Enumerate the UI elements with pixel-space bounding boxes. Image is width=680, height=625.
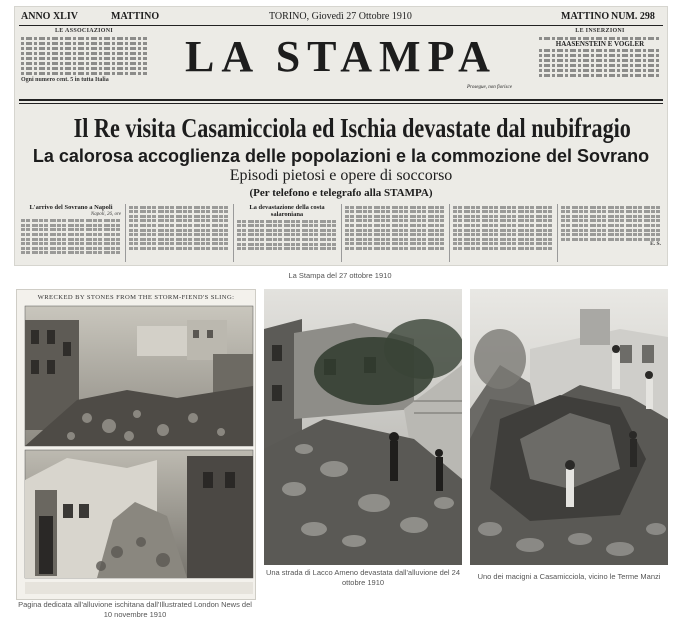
article-signature: E. S. xyxy=(650,241,661,248)
iln-page-image xyxy=(16,289,256,600)
newspaper-edition-left: MATTINO xyxy=(111,11,160,22)
newspaper-edition-right: MATTINO xyxy=(561,11,610,22)
article-column-3 xyxy=(237,204,337,262)
iln-page-drawing xyxy=(17,290,255,599)
insertions-box xyxy=(539,29,661,79)
newspaper-dateline: TORINO, Giovedì 27 Ottobre 1910 xyxy=(269,11,412,22)
newspaper-front-page xyxy=(14,6,668,266)
casamicciola-drawing xyxy=(470,289,668,565)
masthead-rule-thin xyxy=(19,103,663,104)
subscriptions-box xyxy=(21,29,147,83)
newspaper-top-bar xyxy=(21,11,661,25)
iln-banner: WRECKED BY STONES FROM THE STORM-FIEND'S SLING: xyxy=(37,294,235,301)
caption-casamicciola: Uno dei macigni a Casamicciola, vicino le Terme Manzi xyxy=(477,572,661,581)
article-column-2 xyxy=(129,204,229,262)
article-column-1 xyxy=(21,204,121,262)
article1-title: L'arrivo del Sovrano a Napoli xyxy=(29,204,113,211)
insertions-agency: HAASENSTEIN E VOGLER xyxy=(555,39,645,48)
headline-sub: La calorosa accoglienza delle popolazioni e la commozione del Sovrano xyxy=(32,146,650,166)
subscriptions-box-title: LE ASSOCIAZIONI xyxy=(54,28,114,34)
newspaper-number: NUM. 298 xyxy=(611,11,655,22)
caption-lacco: Una strada di Lacco Ameno devastata dall'alluvione del 24 ottobre 1910 xyxy=(265,568,461,587)
article1-dateline: Napoli, 26, ore xyxy=(90,212,121,217)
masthead-motto: Prosegue, non fiorisce xyxy=(467,85,512,90)
article-column-4 xyxy=(345,204,445,262)
headline-main: Il Re visita Casamicciola ed Ischia devastate dal nubifragio xyxy=(73,113,631,143)
masthead-title: LA STAMPA xyxy=(185,32,497,81)
masthead-rule-bottom xyxy=(19,99,663,101)
headline-third: Episodi pietosi e opere di soccorso xyxy=(229,167,453,184)
article-column-6 xyxy=(561,204,661,262)
masthead-rule-top xyxy=(19,25,663,26)
caption-newspaper: La Stampa del 27 ottobre 1910 xyxy=(288,271,392,280)
article2-title: La devastazione della costa salaroniana xyxy=(249,204,325,218)
casamicciola-photo xyxy=(470,289,668,565)
price-line: Ogni numero cent. 5 in tutta Italia xyxy=(21,76,109,83)
lacco-ameno-drawing xyxy=(264,289,462,565)
headline-fourth: (Per telefono e telegrafo alla STAMPA) xyxy=(249,187,433,199)
lacco-ameno-photo xyxy=(264,289,462,565)
caption-iln: Pagina dedicata all'alluvione ischitana dall'Illustrated London News del 10 novembre 1910 xyxy=(18,600,252,619)
newspaper-anno: ANNO XLIV xyxy=(21,11,78,22)
article-column-5 xyxy=(453,204,553,262)
insertions-box-title: LE INSERZIONI xyxy=(575,28,625,34)
